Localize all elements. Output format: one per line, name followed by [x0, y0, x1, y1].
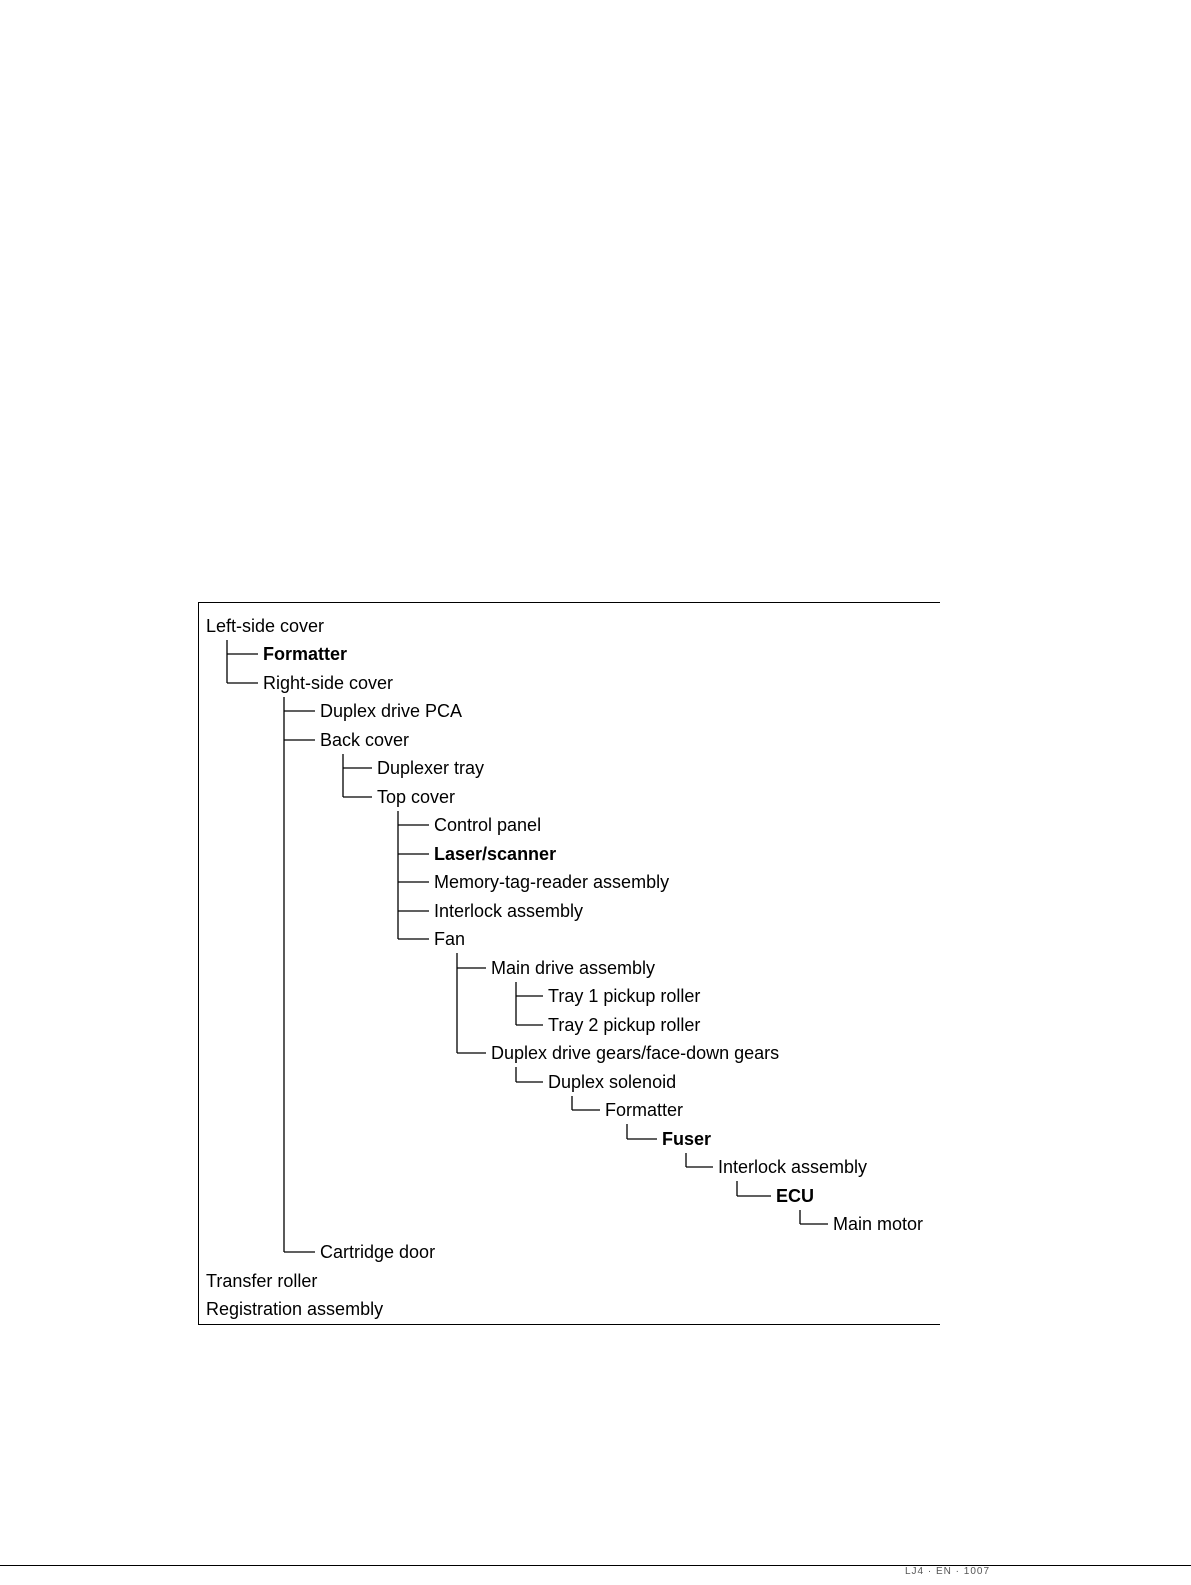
node-top-cover: Top cover	[377, 787, 456, 807]
page-bottom-rule	[0, 1565, 1191, 1566]
node-fuser: Fuser	[662, 1129, 712, 1149]
node-back-cover: Back cover	[320, 730, 410, 750]
node-duplex-drive-pca: Duplex drive PCA	[320, 701, 463, 721]
node-formatter: Formatter	[263, 644, 348, 664]
node-duplex-solenoid: Duplex solenoid	[548, 1072, 677, 1092]
node-interlock-assembly-2: Interlock assembly	[718, 1157, 868, 1177]
node-memory-tag-reader-assembly: Memory-tag-reader assembly	[434, 872, 670, 892]
node-duplexer-tray: Duplexer tray	[377, 758, 485, 778]
node-laser-scanner: Laser/scanner	[434, 844, 557, 864]
node-fan: Fan	[434, 929, 466, 949]
node-main-motor: Main motor	[833, 1214, 924, 1234]
node-tray2-pickup-roller: Tray 2 pickup roller	[548, 1015, 701, 1035]
node-left-side-cover: Left-side cover	[206, 616, 325, 636]
node-ecu: ECU	[776, 1186, 815, 1206]
node-transfer-roller: Transfer roller	[206, 1271, 318, 1291]
footer-code: LJ4 · EN · 1007	[905, 1566, 991, 1577]
node-interlock-assembly: Interlock assembly	[434, 901, 584, 921]
node-tray1-pickup-roller: Tray 1 pickup roller	[548, 986, 701, 1006]
node-main-drive-assembly: Main drive assembly	[491, 958, 656, 978]
node-right-side-cover: Right-side cover	[263, 673, 394, 693]
node-cartridge-door: Cartridge door	[320, 1242, 436, 1262]
node-control-panel: Control panel	[434, 815, 542, 835]
node-duplex-drive-gears: Duplex drive gears/face-down gears	[491, 1043, 780, 1063]
node-registration-assembly: Registration assembly	[206, 1299, 384, 1319]
node-formatter-2: Formatter	[605, 1100, 684, 1120]
